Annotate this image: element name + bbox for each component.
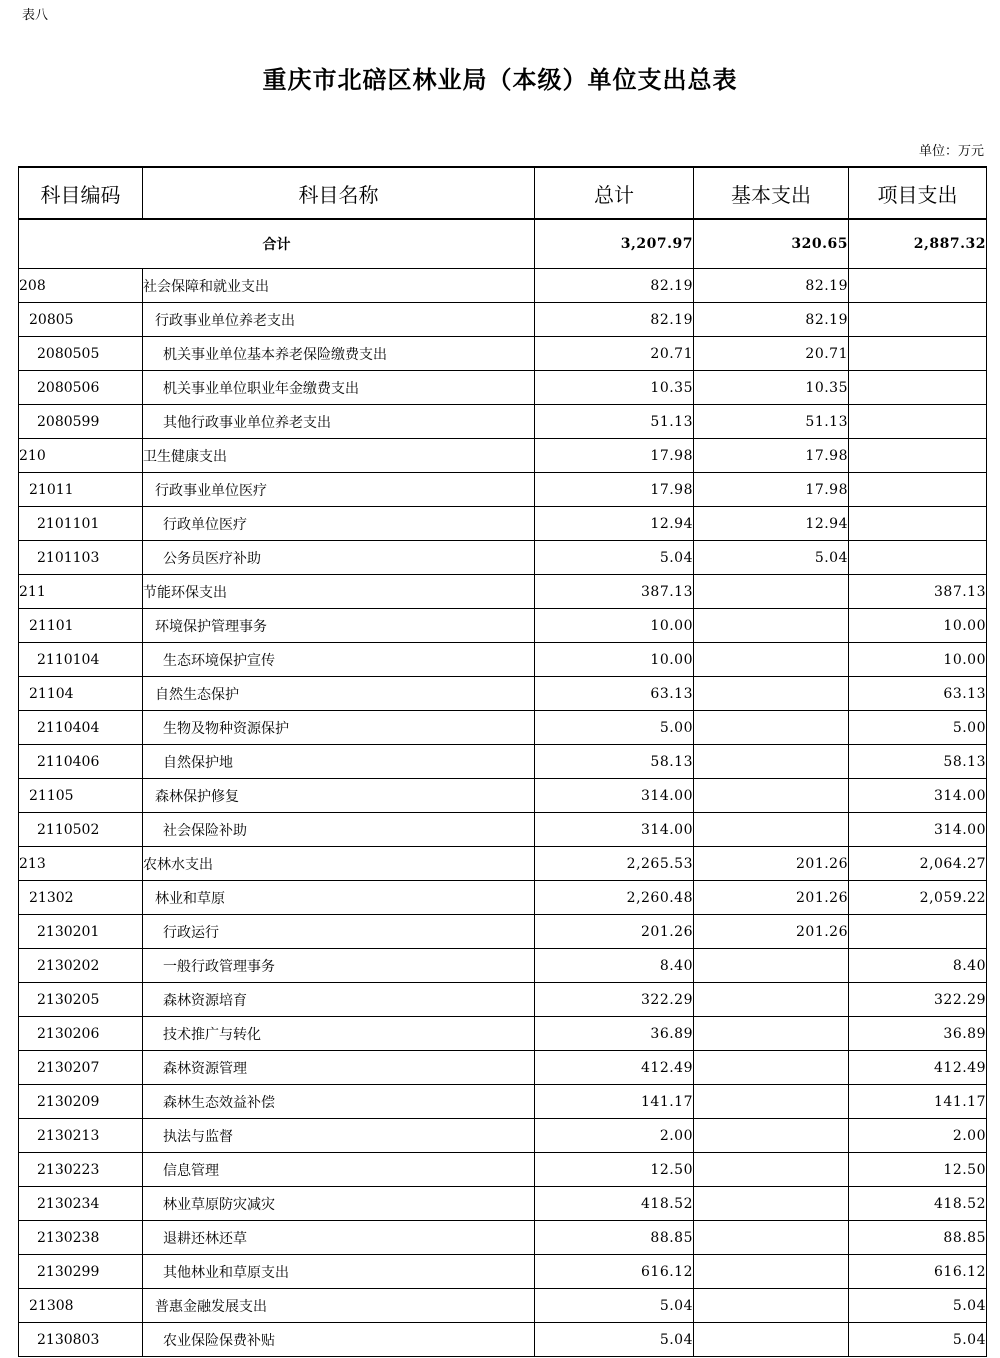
- row-total: 616.12: [535, 1255, 694, 1289]
- row-total: 322.29: [535, 983, 694, 1017]
- row-total: 82.19: [535, 269, 694, 303]
- row-project: 387.13: [849, 575, 987, 609]
- row-project: 58.13: [849, 745, 987, 779]
- row-name: 执法与监督: [143, 1119, 535, 1153]
- row-total: 82.19: [535, 303, 694, 337]
- row-total: 2,265.53: [535, 847, 694, 881]
- row-code: 2130803: [19, 1323, 143, 1357]
- row-name: 行政运行: [143, 915, 535, 949]
- row-code: 2130299: [19, 1255, 143, 1289]
- table-row: [19, 813, 987, 847]
- row-project: 88.85: [849, 1221, 987, 1255]
- table-row: [19, 473, 987, 507]
- row-name: 森林保护修复: [143, 779, 535, 813]
- row-code: 208: [19, 269, 143, 303]
- row-code: 2101103: [19, 541, 143, 575]
- row-total: 12.50: [535, 1153, 694, 1187]
- row-basic: 82.19: [694, 269, 849, 303]
- row-name: 行政事业单位医疗: [143, 473, 535, 507]
- row-name: 技术推广与转化: [143, 1017, 535, 1051]
- row-total: 88.85: [535, 1221, 694, 1255]
- table-row: [19, 371, 987, 405]
- row-code: 2110404: [19, 711, 143, 745]
- row-code: 2110406: [19, 745, 143, 779]
- row-project: 2,064.27: [849, 847, 987, 881]
- row-total: 2.00: [535, 1119, 694, 1153]
- table-row: [19, 541, 987, 575]
- row-code: 21011: [19, 473, 143, 507]
- row-total: 10.00: [535, 609, 694, 643]
- row-basic: 12.94: [694, 507, 849, 541]
- row-name: 森林生态效益补偿: [143, 1085, 535, 1119]
- row-total: 418.52: [535, 1187, 694, 1221]
- table-row: [19, 915, 987, 949]
- row-name: 生物及物种资源保护: [143, 711, 535, 745]
- table-row: [19, 1051, 987, 1085]
- row-basic: [694, 677, 849, 711]
- row-project: 5.04: [849, 1289, 987, 1323]
- table-row: [19, 337, 987, 371]
- row-code: 2080506: [19, 371, 143, 405]
- row-code: 2080599: [19, 405, 143, 439]
- row-total: 10.35: [535, 371, 694, 405]
- row-basic: [694, 1323, 849, 1357]
- row-basic: [694, 1153, 849, 1187]
- row-total: 12.94: [535, 507, 694, 541]
- row-project: 141.17: [849, 1085, 987, 1119]
- row-basic: 20.71: [694, 337, 849, 371]
- row-code: 2130201: [19, 915, 143, 949]
- row-basic: [694, 1289, 849, 1323]
- row-basic: [694, 1255, 849, 1289]
- row-project: 616.12: [849, 1255, 987, 1289]
- row-basic: [694, 1119, 849, 1153]
- document-label: 表八: [22, 8, 49, 23]
- row-project: [849, 303, 987, 337]
- row-name: 生态环境保护宣传: [143, 643, 535, 677]
- table-row: [19, 269, 987, 303]
- row-name: 机关事业单位基本养老保险缴费支出: [143, 337, 535, 371]
- row-name: 节能环保支出: [143, 575, 535, 609]
- table-row: [19, 1323, 987, 1357]
- expenditure-table: [18, 166, 987, 1357]
- summary-project: 2,887.32: [849, 219, 987, 269]
- table-row: [19, 1119, 987, 1153]
- row-code: 211: [19, 575, 143, 609]
- table-row: [19, 1289, 987, 1323]
- row-code: 21308: [19, 1289, 143, 1323]
- row-total: 20.71: [535, 337, 694, 371]
- row-code: 2130223: [19, 1153, 143, 1187]
- row-total: 5.00: [535, 711, 694, 745]
- row-name: 行政事业单位养老支出: [143, 303, 535, 337]
- row-name: 公务员医疗补助: [143, 541, 535, 575]
- row-project: 2,059.22: [849, 881, 987, 915]
- table-row: [19, 405, 987, 439]
- row-code: 2130205: [19, 983, 143, 1017]
- row-total: 314.00: [535, 779, 694, 813]
- row-code: 21302: [19, 881, 143, 915]
- row-total: 8.40: [535, 949, 694, 983]
- row-code: 2130206: [19, 1017, 143, 1051]
- table-row: [19, 711, 987, 745]
- row-code: 20805: [19, 303, 143, 337]
- row-total: 2,260.48: [535, 881, 694, 915]
- table-row: [19, 881, 987, 915]
- row-name: 机关事业单位职业年金缴费支出: [143, 371, 535, 405]
- row-project: [849, 269, 987, 303]
- row-basic: [694, 1051, 849, 1085]
- row-project: 314.00: [849, 779, 987, 813]
- row-project: [849, 371, 987, 405]
- row-project: [849, 915, 987, 949]
- table-row: [19, 1187, 987, 1221]
- table-row: [19, 677, 987, 711]
- row-project: 63.13: [849, 677, 987, 711]
- table-row: [19, 1221, 987, 1255]
- row-name: 退耕还林还草: [143, 1221, 535, 1255]
- row-name: 环境保护管理事务: [143, 609, 535, 643]
- row-basic: [694, 1085, 849, 1119]
- row-basic: [694, 745, 849, 779]
- unit-label: 单位：万元: [918, 144, 984, 159]
- row-total: 5.04: [535, 1323, 694, 1357]
- row-name: 其他行政事业单位养老支出: [143, 405, 535, 439]
- table-row: [19, 1017, 987, 1051]
- row-basic: 201.26: [694, 847, 849, 881]
- row-name: 普惠金融发展支出: [143, 1289, 535, 1323]
- row-name: 农林水支出: [143, 847, 535, 881]
- header-project: 项目支出: [849, 167, 987, 219]
- row-code: 2130234: [19, 1187, 143, 1221]
- row-total: 314.00: [535, 813, 694, 847]
- row-total: 17.98: [535, 473, 694, 507]
- row-total: 51.13: [535, 405, 694, 439]
- table-row: [19, 1153, 987, 1187]
- row-project: [849, 439, 987, 473]
- table-row: [19, 847, 987, 881]
- row-basic: 201.26: [694, 881, 849, 915]
- row-project: 10.00: [849, 609, 987, 643]
- row-basic: 17.98: [694, 473, 849, 507]
- row-code: 2080505: [19, 337, 143, 371]
- row-total: 5.04: [535, 1289, 694, 1323]
- row-name: 其他林业和草原支出: [143, 1255, 535, 1289]
- summary-total: 3,207.97: [535, 219, 694, 269]
- row-basic: [694, 813, 849, 847]
- row-code: 210: [19, 439, 143, 473]
- row-name: 林业和草原: [143, 881, 535, 915]
- row-code: 2130209: [19, 1085, 143, 1119]
- row-total: 63.13: [535, 677, 694, 711]
- row-name: 农业保险保费补贴: [143, 1323, 535, 1357]
- row-basic: 82.19: [694, 303, 849, 337]
- row-project: 418.52: [849, 1187, 987, 1221]
- row-code: 21101: [19, 609, 143, 643]
- row-name: 自然保护地: [143, 745, 535, 779]
- row-project: 5.04: [849, 1323, 987, 1357]
- row-total: 36.89: [535, 1017, 694, 1051]
- row-name: 林业草原防灾减灾: [143, 1187, 535, 1221]
- row-code: 2130207: [19, 1051, 143, 1085]
- row-project: 10.00: [849, 643, 987, 677]
- row-total: 58.13: [535, 745, 694, 779]
- row-basic: [694, 1187, 849, 1221]
- row-basic: [694, 575, 849, 609]
- table-row: [19, 779, 987, 813]
- row-total: 141.17: [535, 1085, 694, 1119]
- row-project: [849, 473, 987, 507]
- row-project: 314.00: [849, 813, 987, 847]
- row-project: 2.00: [849, 1119, 987, 1153]
- row-total: 17.98: [535, 439, 694, 473]
- row-basic: 51.13: [694, 405, 849, 439]
- summary-basic: 320.65: [694, 219, 849, 269]
- table-row: [19, 949, 987, 983]
- table-row: [19, 507, 987, 541]
- row-basic: 17.98: [694, 439, 849, 473]
- row-project: 36.89: [849, 1017, 987, 1051]
- summary-label: 合计: [19, 219, 535, 269]
- row-basic: [694, 983, 849, 1017]
- row-code: 2101101: [19, 507, 143, 541]
- row-name: 行政单位医疗: [143, 507, 535, 541]
- header-code: 科目编码: [19, 167, 143, 219]
- row-name: 森林资源管理: [143, 1051, 535, 1085]
- row-project: [849, 405, 987, 439]
- table-row: [19, 609, 987, 643]
- row-name: 信息管理: [143, 1153, 535, 1187]
- table-row: [19, 575, 987, 609]
- row-basic: 10.35: [694, 371, 849, 405]
- row-basic: 201.26: [694, 915, 849, 949]
- row-name: 自然生态保护: [143, 677, 535, 711]
- row-basic: [694, 711, 849, 745]
- row-basic: [694, 1017, 849, 1051]
- table-row: [19, 1085, 987, 1119]
- row-project: 322.29: [849, 983, 987, 1017]
- row-total: 387.13: [535, 575, 694, 609]
- row-project: [849, 541, 987, 575]
- row-total: 201.26: [535, 915, 694, 949]
- row-total: 412.49: [535, 1051, 694, 1085]
- row-total: 5.04: [535, 541, 694, 575]
- page-title: 重庆市北碚区林业局（本级）单位支出总表: [262, 66, 738, 94]
- row-project: 5.00: [849, 711, 987, 745]
- header-name: 科目名称: [143, 167, 535, 219]
- row-code: 2110502: [19, 813, 143, 847]
- header-basic: 基本支出: [694, 167, 849, 219]
- row-name: 森林资源培育: [143, 983, 535, 1017]
- table-header-row: [19, 167, 987, 219]
- row-name: 卫生健康支出: [143, 439, 535, 473]
- row-project: [849, 507, 987, 541]
- row-basic: [694, 949, 849, 983]
- row-code: 2110104: [19, 643, 143, 677]
- row-project: 412.49: [849, 1051, 987, 1085]
- row-code: 21105: [19, 779, 143, 813]
- table-row: [19, 303, 987, 337]
- row-basic: 5.04: [694, 541, 849, 575]
- row-basic: [694, 609, 849, 643]
- table-row: [19, 983, 987, 1017]
- row-code: 2130202: [19, 949, 143, 983]
- row-code: 2130238: [19, 1221, 143, 1255]
- row-code: 2130213: [19, 1119, 143, 1153]
- row-name: 社会保险补助: [143, 813, 535, 847]
- row-basic: [694, 779, 849, 813]
- row-project: [849, 337, 987, 371]
- table-row: [19, 745, 987, 779]
- table-row: [19, 439, 987, 473]
- header-total: 总计: [535, 167, 694, 219]
- row-code: 213: [19, 847, 143, 881]
- summary-row: [19, 219, 987, 269]
- row-basic: [694, 1221, 849, 1255]
- row-total: 10.00: [535, 643, 694, 677]
- table-row: [19, 643, 987, 677]
- row-basic: [694, 643, 849, 677]
- row-code: 21104: [19, 677, 143, 711]
- table-row: [19, 1255, 987, 1289]
- row-name: 社会保障和就业支出: [143, 269, 535, 303]
- row-name: 一般行政管理事务: [143, 949, 535, 983]
- row-project: 12.50: [849, 1153, 987, 1187]
- row-project: 8.40: [849, 949, 987, 983]
